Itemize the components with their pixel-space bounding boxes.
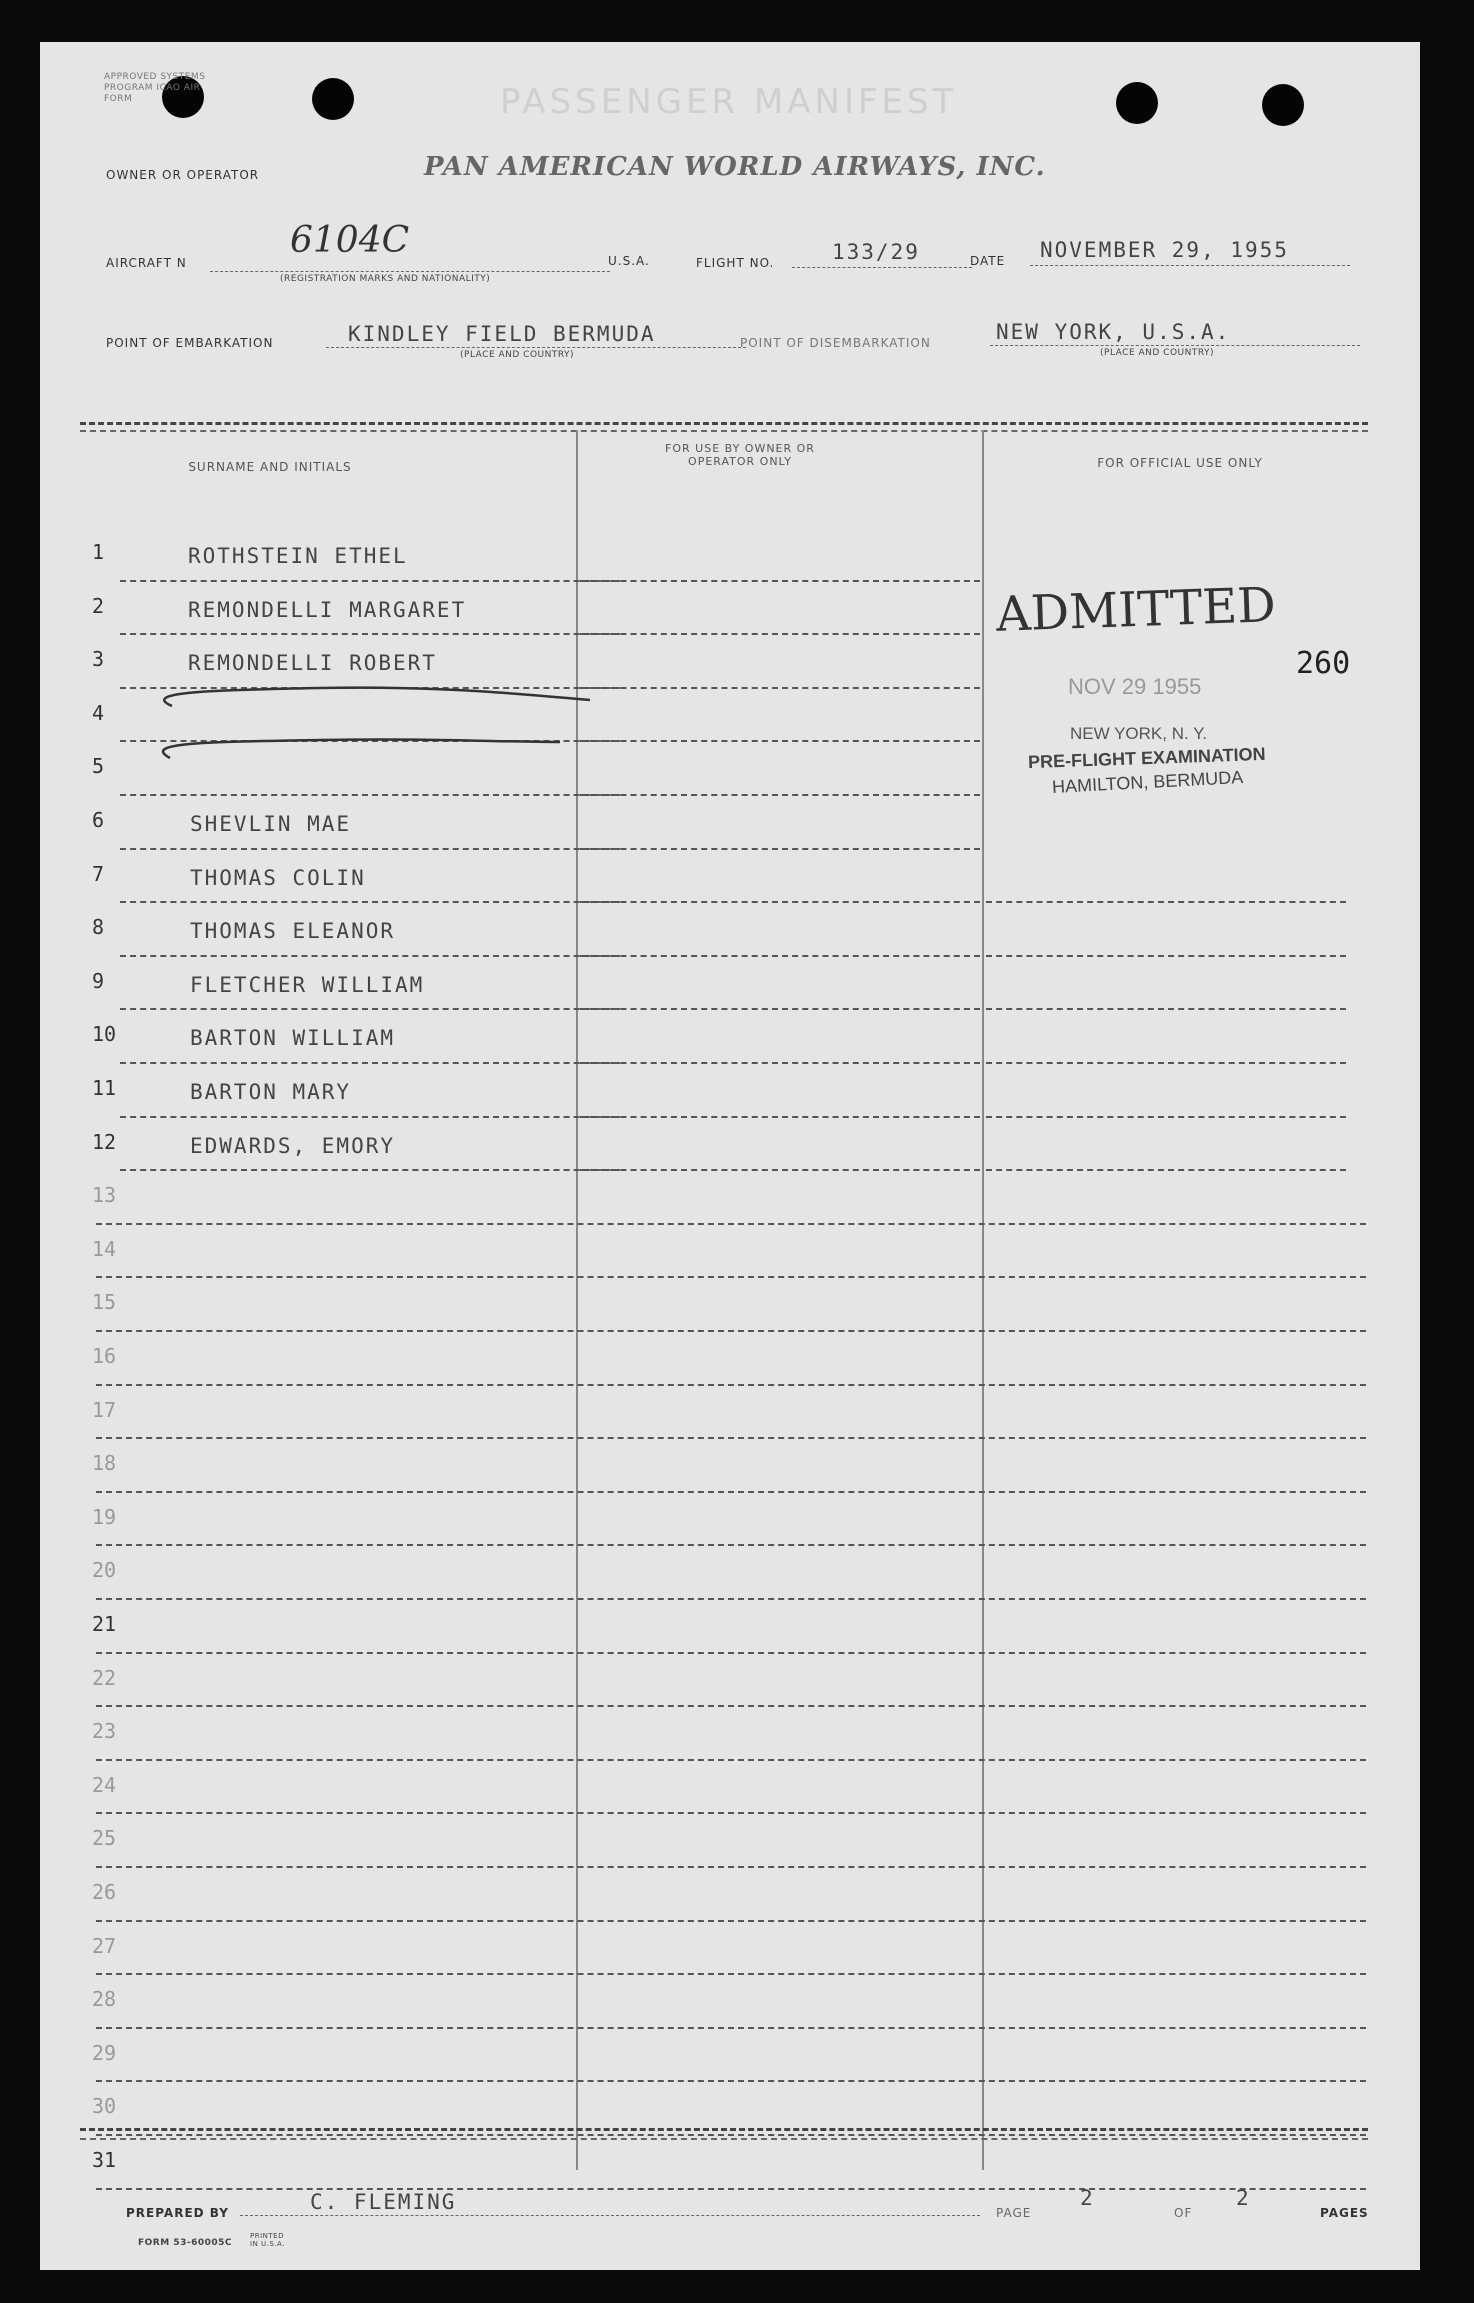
row-rule: [96, 1652, 1366, 1654]
row-rule: [96, 2134, 1366, 2136]
row-number: 18: [92, 1451, 117, 1476]
row-rule: [96, 1330, 1366, 1332]
disembark-label: POINT OF DISEMBARKATION: [740, 336, 931, 350]
row-number: 19: [92, 1504, 117, 1529]
cross-out-row-5: [163, 739, 560, 758]
row-rule: [96, 1920, 1366, 1922]
punch-hole-3: [1116, 82, 1158, 124]
flight-underline: [792, 266, 972, 268]
row-rule: [96, 1973, 1366, 1975]
row-number: 17: [92, 1397, 117, 1422]
pages-label: PAGES: [1320, 2206, 1369, 2220]
row-number: 14: [92, 1236, 117, 1261]
row-rule: [96, 1598, 1366, 1600]
row-rule: [96, 1384, 1366, 1386]
row-number: 27: [92, 1933, 117, 1958]
row-rule: [120, 794, 620, 796]
row-rule-owner: [580, 1062, 980, 1064]
row-rule: [96, 1812, 1366, 1814]
row-number: 6: [92, 808, 105, 832]
row-rule: [120, 1062, 620, 1064]
row-rule-owner: [580, 848, 980, 850]
passenger-name: EDWARDS, EMORY: [190, 1133, 396, 1158]
embark-value: KINDLEY FIELD BERMUDA: [348, 322, 656, 346]
row-number: 16: [92, 1344, 117, 1368]
owner-label: OWNER OR OPERATOR: [106, 168, 260, 182]
row-number: 30: [92, 2094, 117, 2119]
cross-out-row-4: [164, 688, 590, 706]
prepared-underline: [240, 2214, 980, 2216]
cross-out-strokes: [120, 662, 620, 772]
row-number: 23: [92, 1719, 117, 1744]
row-number: 20: [92, 1558, 117, 1583]
row-rule: [96, 1705, 1366, 1707]
passenger-name: BARTON WILLIAM: [190, 1026, 396, 1051]
row-number: 24: [92, 1772, 117, 1797]
row-rule: [96, 2027, 1366, 2029]
embark-underline: [326, 346, 746, 348]
row-rule: [120, 1116, 620, 1118]
row-number: 11: [92, 1076, 117, 1100]
date-label: DATE: [970, 254, 1006, 268]
row-number: 5: [92, 754, 105, 779]
table-top-rule: [80, 422, 1368, 425]
embark-label: POINT OF EMBARKATION: [106, 336, 274, 350]
of-label: OF: [1174, 2206, 1193, 2220]
disembark-underline: [990, 344, 1360, 346]
row-rule-official: [986, 1169, 1346, 1171]
row-number: 3: [92, 647, 105, 672]
manifest-sheet: [40, 42, 1420, 2270]
row-number: 13: [92, 1183, 117, 1208]
col-official-title: FOR OFFICIAL USE ONLY: [1097, 456, 1263, 470]
row-rule-owner: [580, 1008, 980, 1010]
table-bottom-rule: [80, 2128, 1368, 2131]
punch-hole-4: [1262, 84, 1304, 126]
row-rule-owner: [580, 633, 980, 635]
printed-note: PRINTED IN U.S.A.: [250, 2232, 285, 2248]
col-surname-title: SURNAME AND INITIALS: [188, 460, 352, 474]
row-rule: [96, 1491, 1366, 1493]
row-rule: [120, 848, 620, 850]
row-rule-owner: [580, 955, 980, 957]
row-rule-official: [986, 955, 1346, 957]
disembark-sublabel: (PLACE AND COUNTRY): [1100, 348, 1215, 358]
row-rule: [96, 1223, 1366, 1225]
row-rule: [120, 1169, 620, 1171]
stamp-city: NEW YORK, N. Y.: [1070, 724, 1207, 743]
passenger-name: ROTHSTEIN ETHEL: [188, 544, 408, 568]
row-number: 4: [92, 700, 105, 725]
aircraft-underline: [210, 270, 610, 272]
row-rule-owner: [580, 794, 980, 796]
stamp-location: HAMILTON, BERMUDA: [1051, 767, 1244, 797]
row-rule-official: [986, 1116, 1346, 1118]
aircraft-number: 6104C: [290, 220, 410, 261]
row-rule-owner: [580, 580, 980, 582]
usa-label: U.S.A.: [608, 254, 650, 268]
flight-number: 133/29: [832, 240, 920, 264]
row-rule: [120, 633, 620, 635]
stamp-number: 260: [1296, 646, 1351, 681]
row-rule-owner: [580, 740, 980, 742]
row-rule: [120, 955, 620, 957]
table-bottom-rule-2: [80, 2138, 1368, 2140]
row-number: 26: [92, 1880, 117, 1904]
row-number: 29: [92, 2040, 117, 2065]
approval-note: APPROVED SYSTEMS PROGRAM ICAO AIR FORM: [104, 72, 206, 104]
row-rule-official: [986, 1062, 1346, 1064]
row-rule-owner: [580, 1169, 980, 1171]
passenger-name: REMONDELLI ROBERT: [188, 651, 437, 676]
punch-hole-2: [312, 78, 354, 120]
of-value: 2: [1236, 2186, 1251, 2210]
passenger-name: BARTON MARY: [190, 1080, 352, 1104]
row-number: 2: [92, 593, 105, 618]
stamp-date: NOV 29 1955: [1068, 674, 1202, 699]
col-owner-title: FOR USE BY OWNER OR OPERATOR ONLY: [665, 442, 815, 468]
row-number: 22: [92, 1665, 117, 1690]
row-rule: [96, 2188, 1366, 2190]
row-rule: [120, 580, 620, 582]
date-underline: [1030, 264, 1350, 266]
row-number: 28: [92, 1987, 117, 2012]
admitted-stamp: ADMITTED: [995, 577, 1277, 643]
passenger-name: FLETCHER WILLIAM: [190, 972, 425, 997]
date-value: NOVEMBER 29, 1955: [1040, 238, 1289, 262]
disembark-value: NEW YORK, U.S.A.: [996, 320, 1231, 344]
row-number: 9: [92, 968, 105, 993]
aircraft-sublabel: (REGISTRATION MARKS AND NATIONALITY): [280, 274, 491, 284]
row-rule: [96, 1544, 1366, 1546]
row-rule: [96, 1437, 1366, 1439]
form-code: FORM 53-60005C: [138, 2238, 232, 2248]
row-rule-official: [986, 1008, 1346, 1010]
row-number: 10: [92, 1022, 117, 1047]
page-value: 2: [1080, 2186, 1095, 2210]
flight-label: FLIGHT NO.: [696, 256, 775, 270]
row-number: 12: [92, 1129, 117, 1154]
stamp-preflight: PRE-FLIGHT EXAMINATION: [1027, 743, 1266, 773]
passenger-name: SHEVLIN MAE: [190, 812, 352, 836]
row-rule-owner: [580, 687, 980, 689]
row-number: 15: [92, 1290, 117, 1315]
row-rule-official: [986, 901, 1346, 903]
row-rule: [120, 901, 620, 903]
row-number: 25: [92, 1826, 117, 1851]
embark-sublabel: (PLACE AND COUNTRY): [460, 350, 575, 360]
prepared-value: C. FLEMING: [310, 2190, 457, 2214]
row-rule: [96, 1276, 1366, 1278]
column-divider-2: [982, 430, 984, 2170]
row-rule-owner: [580, 901, 980, 903]
row-number: 8: [92, 915, 105, 940]
form-title: PASSENGER MANIFEST: [500, 82, 958, 122]
prepared-label: PREPARED BY: [126, 2206, 229, 2220]
airline-name: PAN AMERICAN WORLD AIRWAYS, INC.: [424, 152, 1046, 182]
row-number: 31: [92, 2148, 117, 2172]
row-number: 21: [92, 1612, 117, 1636]
passenger-name: THOMAS COLIN: [190, 865, 366, 890]
page-label: PAGE: [996, 2206, 1032, 2220]
row-rule: [96, 1759, 1366, 1761]
row-rule: [120, 1008, 620, 1010]
row-rule-owner: [580, 1116, 980, 1118]
row-number: 7: [92, 861, 105, 886]
aircraft-label: AIRCRAFT N: [106, 256, 187, 270]
row-rule: [96, 2080, 1366, 2082]
passenger-name: REMONDELLI MARGARET: [188, 597, 467, 622]
passenger-name: THOMAS ELEANOR: [190, 919, 396, 944]
row-rule: [96, 1866, 1366, 1868]
table-top-rule-2: [80, 430, 1368, 432]
row-number: 1: [92, 540, 105, 564]
